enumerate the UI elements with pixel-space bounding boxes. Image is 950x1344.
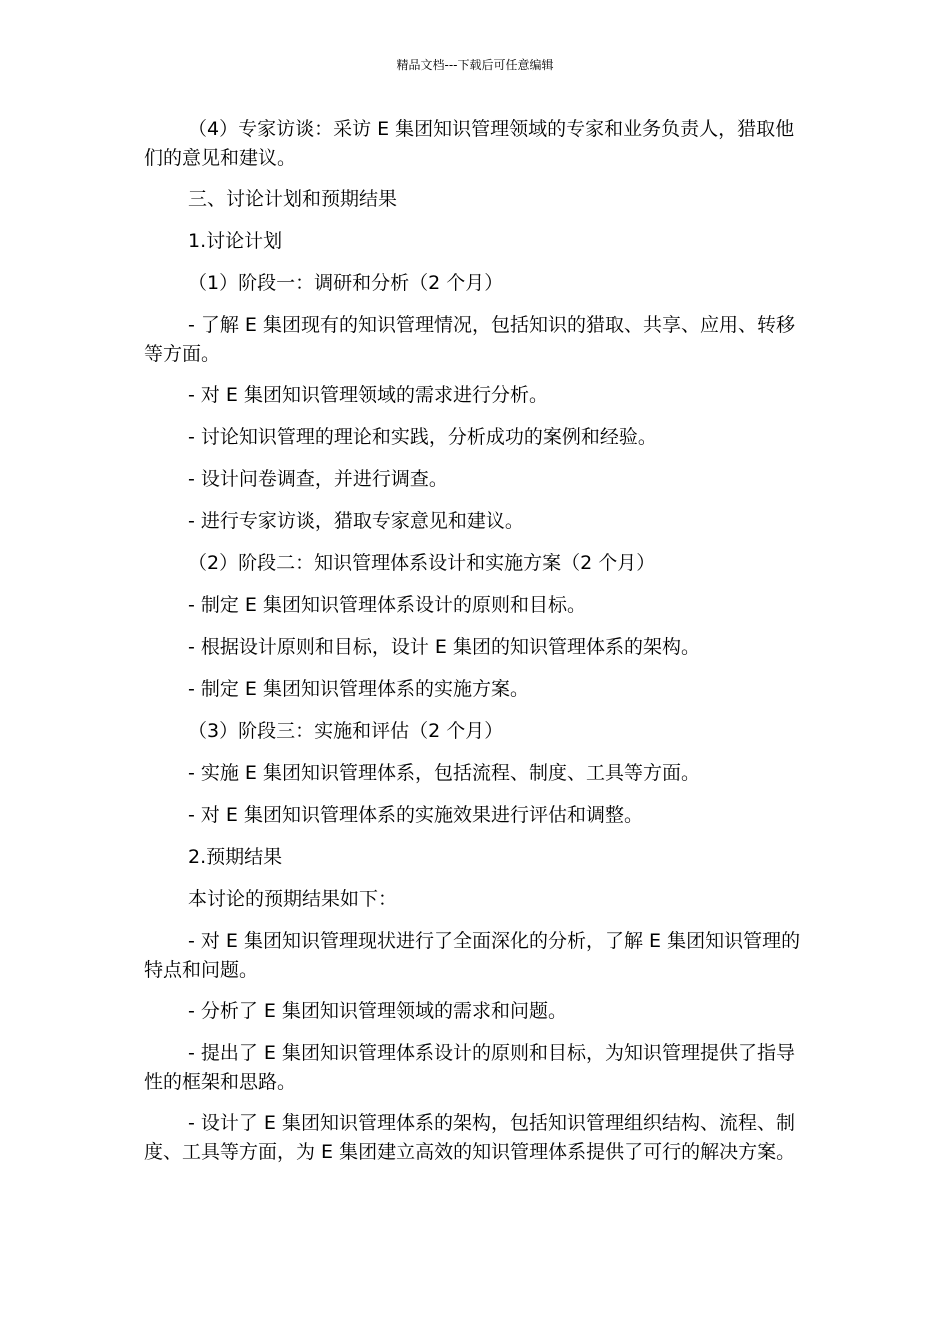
list-item: - 对 E 集团知识管理体系的实施效果进行评估和调整。	[188, 804, 643, 826]
list-item: - 进行专家访谈，猎取专家意见和建议。	[188, 510, 524, 532]
section-heading-plan-results: 三、讨论计划和预期结果	[188, 188, 398, 210]
phase-two-heading: （2）阶段二：知识管理体系设计和实施方案（2 个月）	[188, 552, 656, 574]
list-item: - 分析了 E 集团知识管理领域的需求和问题。	[188, 1000, 567, 1022]
list-item: - 制定 E 集团知识管理体系的实施方案。	[188, 678, 529, 700]
results-intro: 本讨论的预期结果如下：	[188, 888, 398, 910]
list-item: - 提出了 E 集团知识管理体系设计的原则和目标，为知识管理提供了指导性的框架和思路。	[144, 1042, 795, 1093]
list-item: - 根据设计原则和目标，设计 E 集团的知识管理体系的架构。	[188, 636, 700, 658]
list-item: - 对 E 集团知识管理领域的需求进行分析。	[188, 384, 548, 406]
list-item: - 设计问卷调查，并进行调查。	[188, 468, 448, 490]
list-item: - 讨论知识管理的理论和实践，分析成功的案例和经验。	[188, 426, 657, 448]
list-item: - 对 E 集团知识管理现状进行了全面深化的分析，了解 E 集团知识管理的特点和问题。	[144, 930, 801, 981]
list-item: - 设计了 E 集团知识管理体系的架构，包括知识管理组织结构、流程、制度、工具等方面，为 E 集团建立高效的知识管理体系提供了可行的解决方案。	[144, 1112, 796, 1163]
list-item: - 了解 E 集团现有的知识管理情况，包括知识的猎取、共享、应用、转移等方面。	[144, 314, 795, 365]
subheading-expected-results: 2.预期结果	[188, 846, 283, 868]
paragraph-expert-interview: （4）专家访谈：采访 E 集团知识管理领域的专家和业务负责人，猎取他们的意见和建议。	[144, 118, 795, 169]
subheading-research-plan: 1.讨论计划	[188, 230, 283, 252]
document-body	[144, 115, 810, 1179]
page-header: 精品文档---下载后可任意编辑	[396, 58, 554, 72]
phase-three-heading: （3）阶段三：实施和评估（2 个月）	[188, 720, 504, 742]
phase-one-heading: （1）阶段一：调研和分析（2 个月）	[188, 272, 504, 294]
list-item: - 制定 E 集团知识管理体系设计的原则和目标。	[188, 594, 586, 616]
list-item: - 实施 E 集团知识管理体系，包括流程、制度、工具等方面。	[188, 762, 700, 784]
